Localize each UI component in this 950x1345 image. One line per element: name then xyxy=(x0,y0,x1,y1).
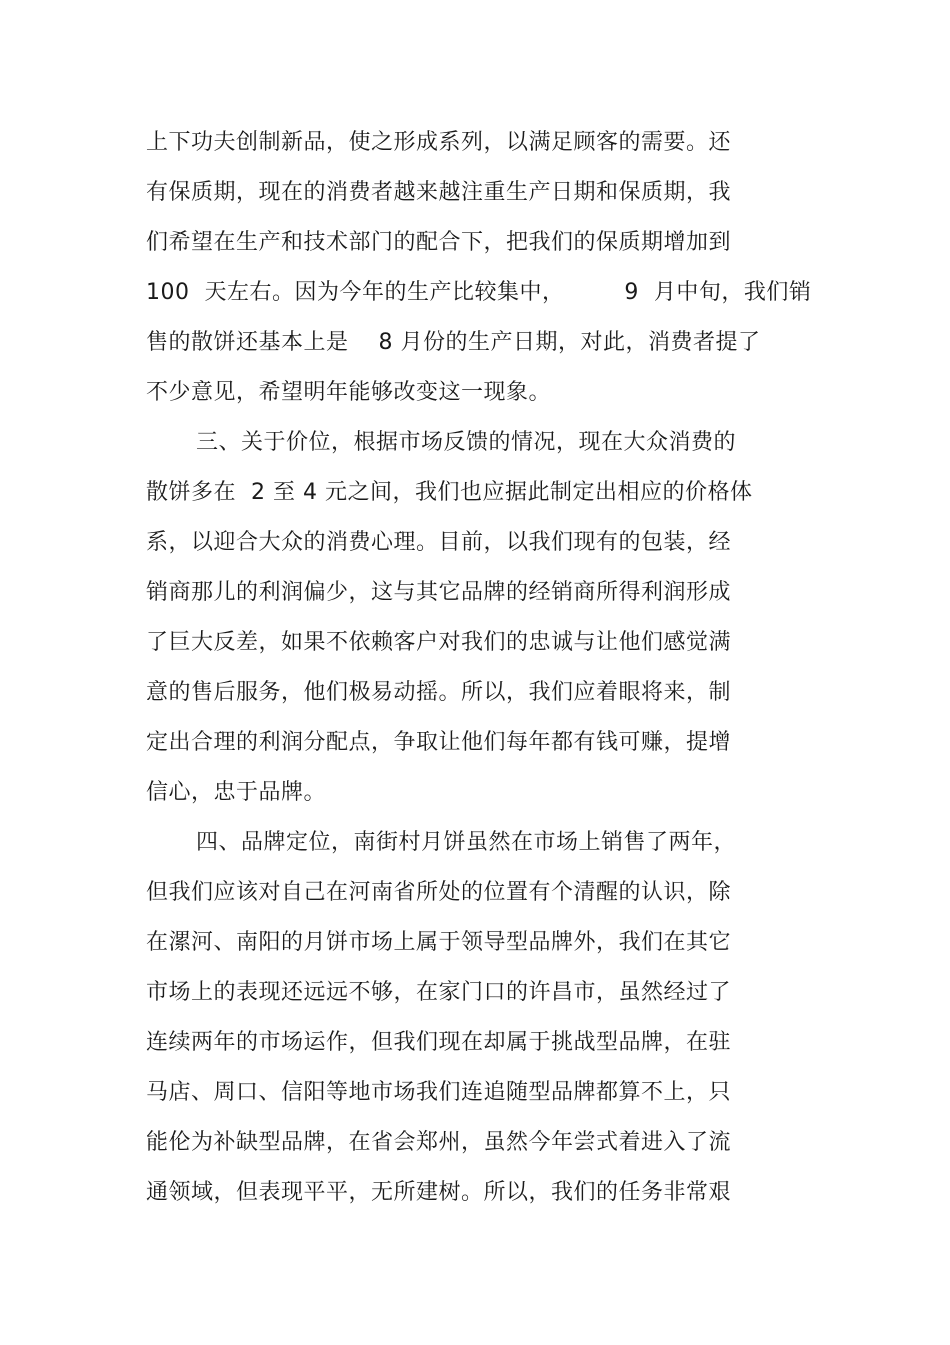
paragraph-3-line-2: 但我们应该对自己在河南省所处的位置有个清醒的认识，除 xyxy=(146,880,732,905)
paragraph-2-line-6: 意的售后服务，他们极易动摇。所以，我们应着眼将来，制 xyxy=(146,680,732,705)
paragraph-3-line-5: 连续两年的市场运作，但我们现在却属于挑战型品牌，在驻 xyxy=(146,1030,732,1055)
paragraph-3-line-6: 马店、周口、信阳等地市场我们连追随型品牌都算不上，只 xyxy=(146,1080,732,1105)
paragraph-1-line-5: 售的散饼还基本上是 8 月份的生产日期，对此，消费者提了 xyxy=(146,330,761,355)
paragraph-1-line-6: 不少意见，希望明年能够改变这一现象。 xyxy=(146,380,552,405)
paragraph-2-line-7: 定出合理的利润分配点，争取让他们每年都有钱可赚，提增 xyxy=(146,730,732,755)
paragraph-2-line-3: 系，以迎合大众的消费心理。目前，以我们现有的包装，经 xyxy=(146,530,732,555)
paragraph-2-line-1: 三、关于价位，根据市场反馈的情况，现在大众消费的 xyxy=(196,430,737,455)
paragraph-3-line-7: 能伦为补缺型品牌，在省会郑州，虽然今年尝式着进入了流 xyxy=(146,1130,732,1155)
paragraph-3-line-4: 市场上的表现还远远不够，在家门口的许昌市，虽然经过了 xyxy=(146,980,732,1005)
paragraph-1-line-2: 有保质期，现在的消费者越来越注重生产日期和保质期，我 xyxy=(146,180,732,205)
paragraph-2-line-5: 了巨大反差，如果不依赖客户对我们的忠诚与让他们感觉满 xyxy=(146,630,732,655)
paragraph-1-line-3: 们希望在生产和技术部门的配合下，把我们的保质期增加到 xyxy=(146,230,732,255)
paragraph-3-line-1: 四、品牌定位，南街村月饼虽然在市场上销售了两年， xyxy=(196,830,737,855)
paragraph-2-line-8: 信心，忠于品牌。 xyxy=(146,780,327,805)
paragraph-2-line-2: 散饼多在 2 至 4 元之间，我们也应据此制定出相应的价格体 xyxy=(146,480,753,505)
paragraph-3-line-8: 通领域，但表现平平，无所建树。所以，我们的任务非常艰 xyxy=(146,1180,732,1205)
paragraph-1-line-1: 上下功夫创制新品，使之形成系列，以满足顾客的需要。还 xyxy=(146,130,732,155)
paragraph-1-line-4: 100 天左右。因为今年的生产比较集中， 9 月中旬，我们销 xyxy=(146,280,812,305)
paragraph-2-line-4: 销商那儿的利润偏少，这与其它品牌的经销商所得利润形成 xyxy=(146,580,732,605)
paragraph-3-line-3: 在漯河、南阳的月饼市场上属于领导型品牌外，我们在其它 xyxy=(146,930,732,955)
